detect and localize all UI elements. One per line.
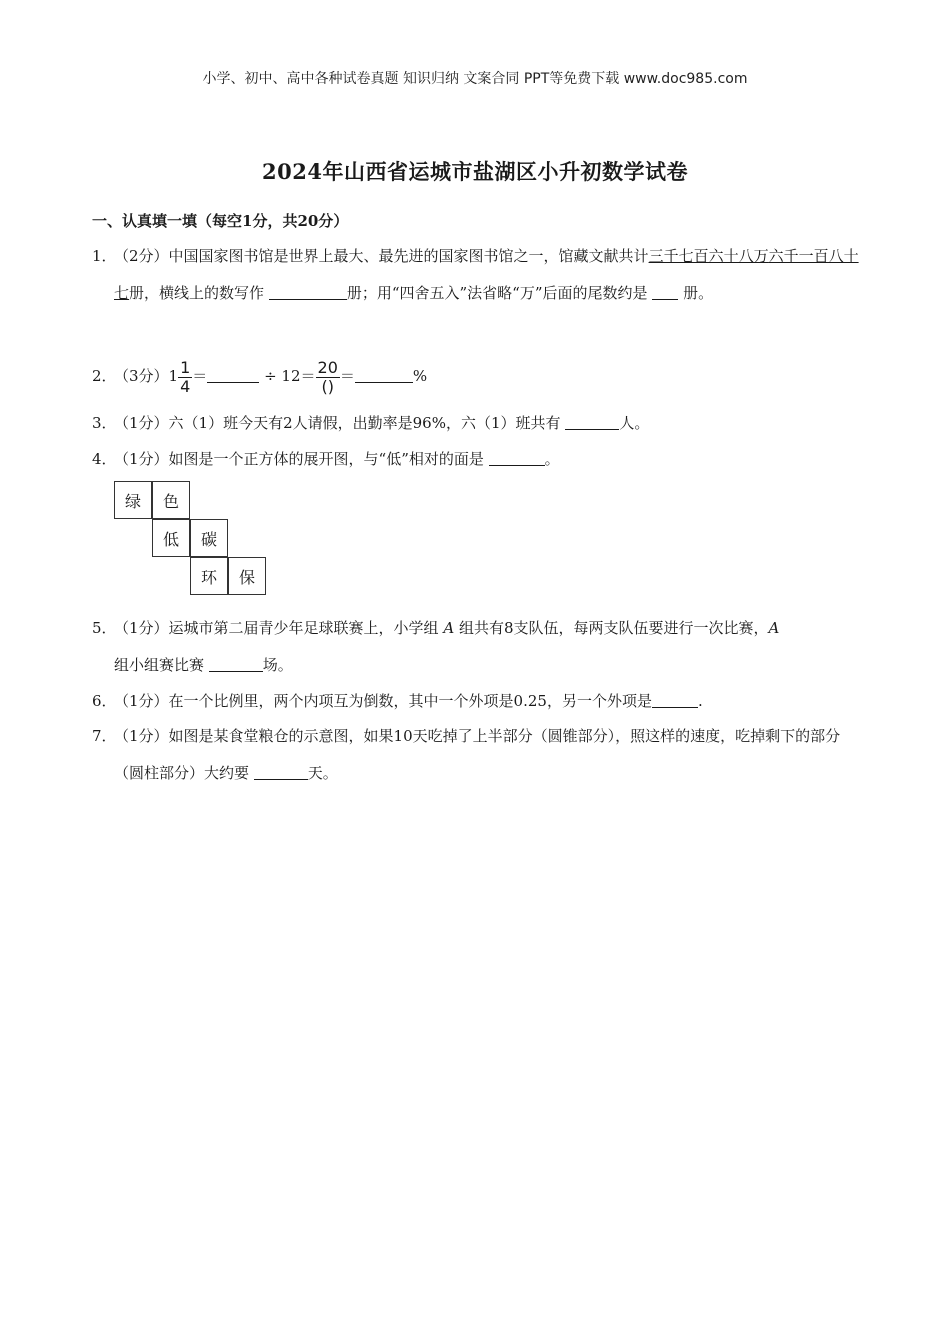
question-score: （1分） — [114, 414, 169, 432]
question-number: 4． — [92, 450, 117, 468]
question-text: . — [697, 692, 703, 710]
underlined-number: 三千七百六十八万 — [648, 247, 769, 265]
question-5: 5． （1分）运城市第二届青少年足球联赛上，小学组 A 组共有8支队伍，每两支队伍要进行一次比赛，A 组小组赛比赛 场。 — [92, 610, 867, 684]
net-face: 低 — [152, 519, 190, 557]
question-score: （1分） — [114, 727, 169, 745]
cube-net-figure — [114, 481, 274, 601]
underlined-number-cont: 六千一百八十七 — [114, 247, 859, 302]
question-3 — [92, 405, 867, 442]
answer-blank[interactable] — [355, 364, 413, 383]
answer-blank[interactable] — [652, 689, 698, 708]
question-score: （1分） — [114, 692, 169, 710]
question-text: 组小组赛比赛 — [114, 656, 205, 674]
answer-blank[interactable] — [254, 761, 308, 780]
fraction: $\frac{20}{()}$ — [317, 357, 338, 396]
question-text: 六（1）班今天有2人请假，出勤率是96%，六（1）班共有 — [168, 414, 561, 432]
fraction: $\frac{1}{4}$ — [180, 357, 191, 396]
question-number: 3． — [92, 414, 117, 432]
question-text: 册。 — [683, 284, 714, 302]
net-face: 碳 — [190, 519, 228, 557]
question-text: 在一个比例里，两个内项互为倒数，其中一个外项是0.25，另一个外项是 — [168, 692, 652, 710]
question-text: 。 — [544, 450, 560, 468]
question-score: （1分） — [114, 619, 169, 637]
question-score: （1分） — [114, 450, 169, 468]
question-text: 册；用“四舍五入”法省略“万”后面的尾数约是 — [346, 284, 648, 302]
answer-blank[interactable] — [565, 411, 619, 430]
question-number: 5． — [92, 619, 117, 637]
question-text: 中国国家图书馆是世界上最大、最先进的国家图书馆之一，馆藏文献共计 — [168, 247, 649, 265]
question-6 — [92, 683, 867, 720]
net-face: 色 — [152, 481, 190, 519]
question-text: 场。 — [262, 656, 293, 674]
question-text: 如图是某食堂粮仓的示意图，如果10天吃掉了上半部分（圆锥部分），照这样的速度，吃掉剩下的部分（圆柱部分）大约要 — [114, 727, 841, 782]
question-4 — [92, 441, 867, 478]
question-number: 7． — [92, 727, 117, 745]
question-text: 天。 — [307, 764, 338, 782]
page-title: 2024年山西省运城市盐湖区小升初数学试卷 — [262, 159, 688, 184]
section-heading-1: 一、认真填一填（每空1分，共20分） — [92, 212, 349, 230]
question-text: 运城市第二届青少年足球联赛上，小学组 — [168, 619, 439, 637]
answer-blank[interactable] — [207, 364, 259, 383]
answer-blank[interactable] — [209, 653, 263, 672]
question-7 — [92, 718, 867, 792]
answer-blank[interactable] — [489, 447, 545, 466]
question-text: 组共有8支队伍，每两支队伍要进行一次比赛， — [458, 619, 769, 637]
page-header: 小学、初中、高中各种试卷真题 知识归纳 文案合同 PPT等免费下载 www.doc985.com — [202, 71, 748, 87]
question-number: 6． — [92, 692, 117, 710]
question-number: 1． — [92, 247, 117, 265]
answer-blank[interactable] — [269, 281, 347, 300]
question-text: 册，横线上的数写作 — [129, 284, 265, 302]
question-score: （3分） — [114, 367, 169, 385]
net-face: 保 — [228, 557, 266, 595]
question-text: 人。 — [619, 414, 650, 432]
question-text: 如图是一个正方体的展开图，与“低”相对的面是 — [168, 450, 484, 468]
net-face: 环 — [190, 557, 228, 595]
question-score: （2分） — [114, 247, 169, 265]
question-number: 2． — [92, 367, 117, 385]
question-1 — [92, 238, 867, 312]
mixed-number-whole: 1 — [168, 367, 179, 385]
net-face: 绿 — [114, 481, 152, 519]
answer-blank[interactable] — [652, 281, 678, 300]
question-2: 2． （3分）1 $\frac{1}{4}$ ＝ ÷ 12＝ $\frac{20}{()}$ ＝ % — [92, 357, 428, 396]
